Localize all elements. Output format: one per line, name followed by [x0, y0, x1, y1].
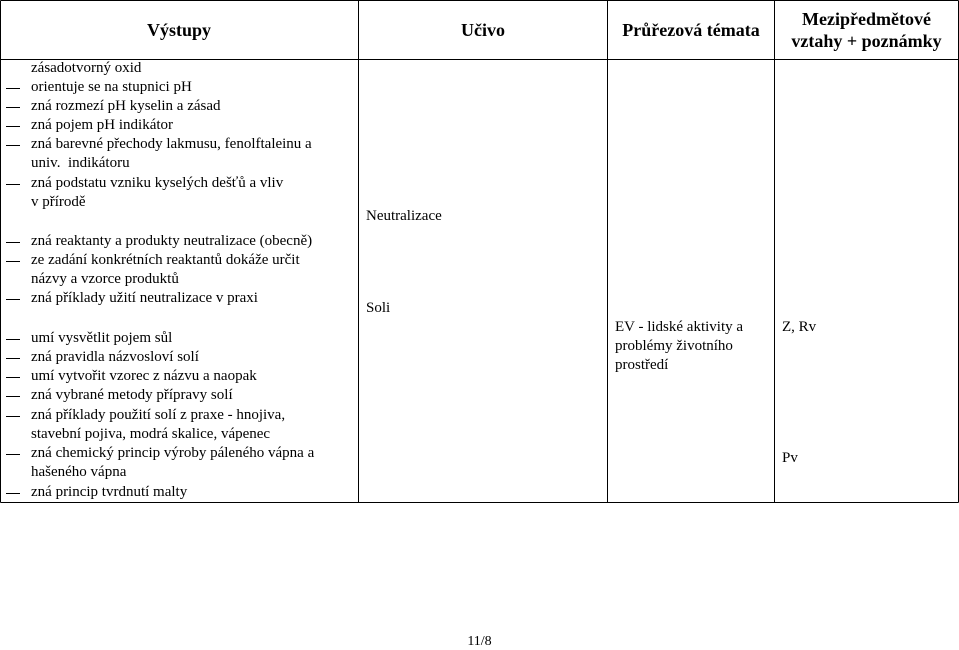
- prurezova-line: EV - lidské aktivity a: [615, 319, 744, 335]
- vystup-item-cont: stavební pojiva, modrá skalice, vápenec: [31, 426, 271, 442]
- vystup-item-cont: v přírodě: [31, 194, 86, 210]
- vystup-item: orientuje se na stupnici pH: [31, 79, 192, 95]
- header-mezipredmetove-2: vztahy + poznámky: [791, 31, 942, 51]
- bullet-dash: [6, 377, 20, 378]
- vystup-item: zná pojem pH indikátor: [31, 117, 174, 133]
- page-number: 11/8: [467, 634, 492, 649]
- vystup-item: umí vysvětlit pojem sůl: [31, 330, 173, 346]
- header-vystupy: Výstupy: [146, 20, 212, 40]
- bullet-dash: [6, 184, 20, 185]
- mezipredmetove-zrv: Z, Rv: [782, 319, 817, 335]
- vystup-item-cont: univ. indikátoru: [31, 155, 130, 171]
- mezipredmetove-pv: Pv: [782, 450, 798, 466]
- bullet-dash: [6, 145, 20, 146]
- bullet-dash: [6, 454, 20, 455]
- bullet-dash: [6, 107, 20, 108]
- bullet-dash: [6, 493, 20, 494]
- vystup-item: umí vytvořit vzorec z názvu a naopak: [31, 368, 257, 384]
- vystup-item: zná princip tvrdnutí malty: [31, 484, 188, 500]
- prurezova-line: prostředí: [615, 357, 669, 373]
- bullet-dash: [6, 416, 20, 417]
- vystup-item: zná příklady užití neutralizace v praxi: [31, 290, 258, 306]
- bullet-dash: [6, 88, 20, 89]
- bullet-dash: [6, 396, 20, 397]
- bullet-dash: [6, 242, 20, 243]
- vystup-item-cont: názvy a vzorce produktů: [31, 271, 179, 287]
- header-ucivo: Učivo: [461, 20, 505, 40]
- bullet-dash: [6, 358, 20, 359]
- vystup-item: zná barevné přechody lakmusu, fenolftaleinu a: [31, 136, 312, 152]
- vystup-item: zná příklady použití solí z praxe - hnojiva,: [31, 407, 286, 423]
- vystup-item: ze zadání konkrétních reaktantů dokáže určit: [31, 252, 300, 268]
- bullet-dash: [6, 339, 20, 340]
- bullet-dash: [6, 126, 20, 127]
- header-mezipredmetove-1: Mezipředmětové: [802, 9, 931, 29]
- header-prurezova-temata: Průřezová témata: [622, 20, 760, 40]
- vystup-item: zná reaktanty a produkty neutralizace (obecně): [31, 233, 313, 249]
- ucivo-soli: Soli: [366, 300, 391, 316]
- vystup-item: zná podstatu vzniku kyselých dešťů a vliv: [31, 175, 284, 191]
- vystup-item: zná vybrané metody přípravy solí: [31, 387, 233, 403]
- vystup-item: zná chemický princip výroby páleného vápna a: [31, 445, 315, 461]
- vystup-item: zásadotvorný oxid: [31, 60, 142, 76]
- vystup-item: zná pravidla názvosloví solí: [31, 349, 199, 365]
- prurezova-line: problémy životního: [615, 338, 733, 354]
- ucivo-neutralizace: Neutralizace: [366, 208, 442, 224]
- vystup-item-cont: hašeného vápna: [31, 464, 127, 480]
- vystup-item: zná rozmezí pH kyselin a zásad: [31, 98, 221, 114]
- bullet-dash: [6, 261, 20, 262]
- bullet-dash: [6, 299, 20, 300]
